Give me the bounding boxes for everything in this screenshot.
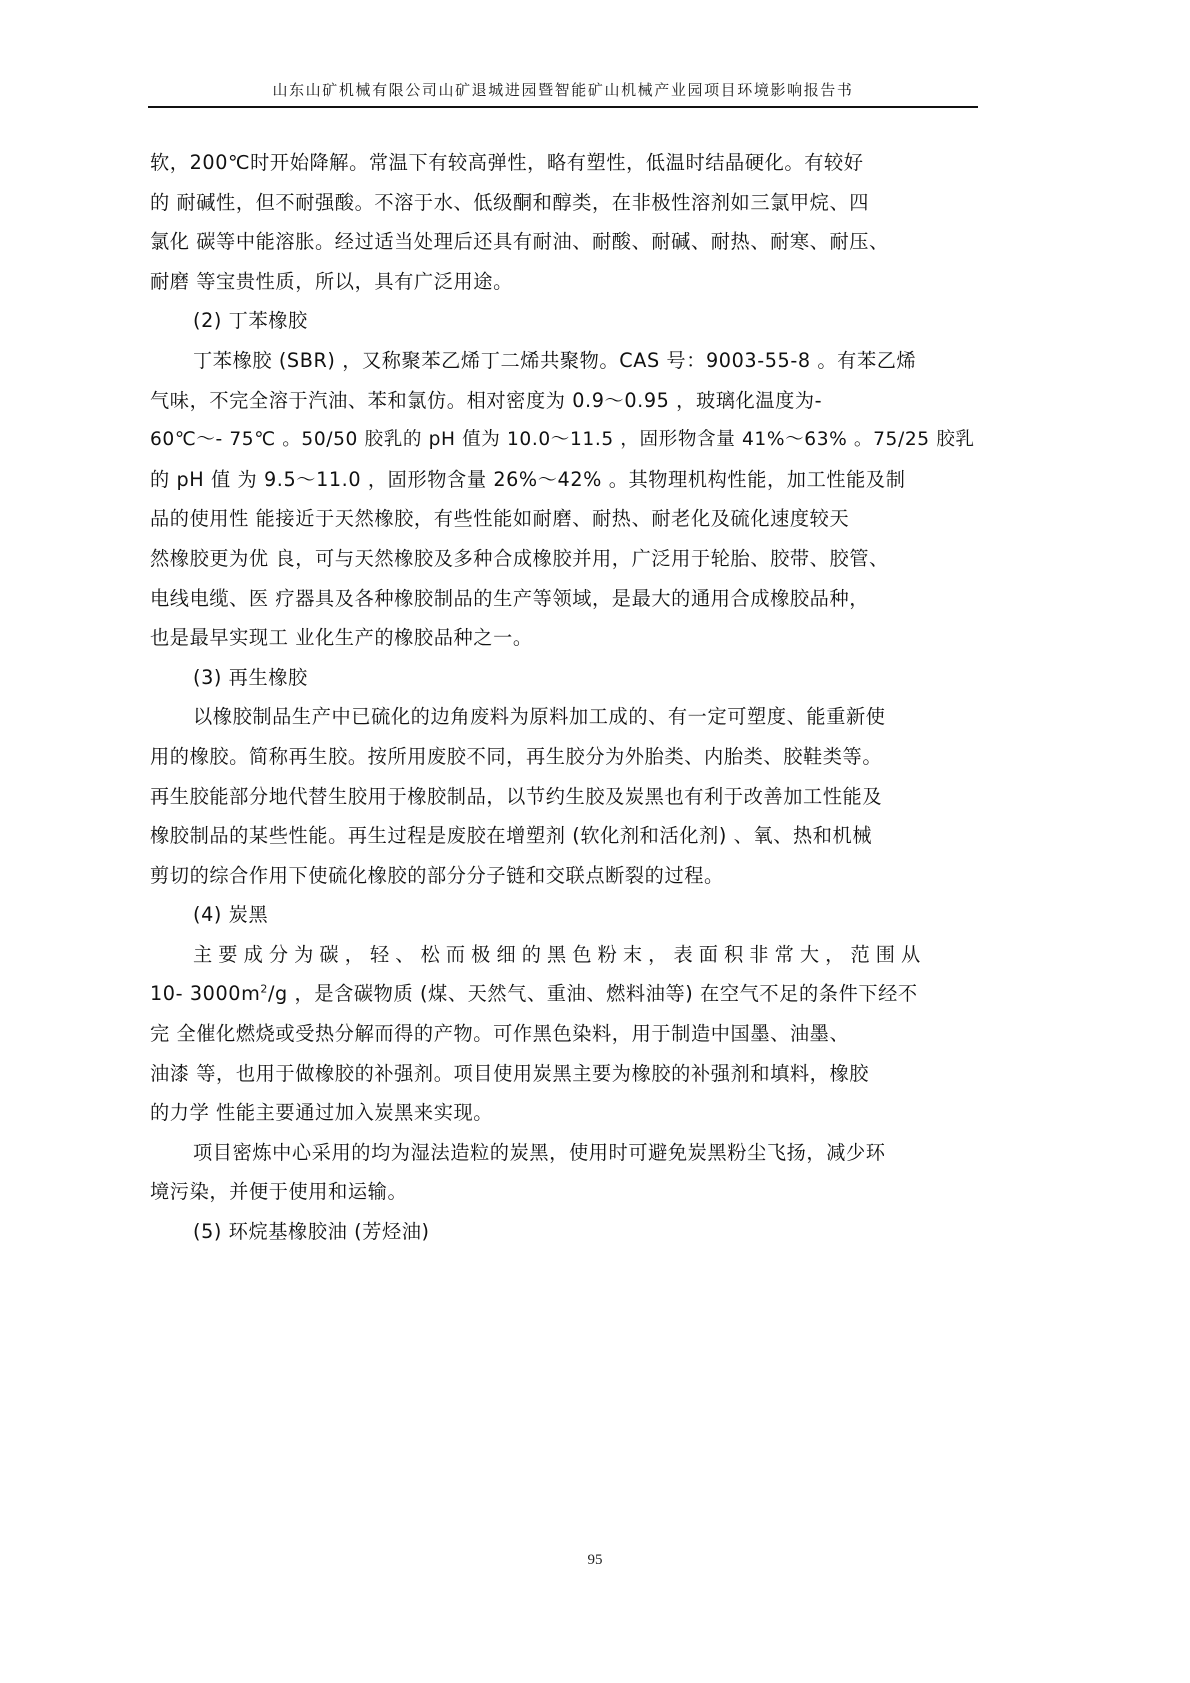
text-line: 油漆 等，也用于做橡胶的补强剂。项目使用炭黑主要为橡胶的补强剂和填料，橡胶	[150, 1061, 870, 1085]
text-line: 项目密炼中心采用的均为湿法造粒的炭黑，使用时可避免炭黑粉尘飞扬，减少环	[193, 1140, 886, 1164]
text-line: 的 pH 值 为 9.5～11.0 ，固形物含量 26%～42% 。其物理机构性能，加工性能及制	[150, 467, 906, 491]
text-line: 品的使用性 能接近于天然橡胶，有些性能如耐磨、耐热、耐老化及硫化速度较天	[150, 507, 850, 531]
paragraph-butyl-continued	[150, 143, 982, 301]
section-heading-naphthenic-oil: (5) 环烷基橡胶油 (芳烃油)	[193, 1220, 430, 1244]
text-line: 然橡胶更为优 良，可与天然橡胶及多种合成橡胶并用，广泛用于轮胎、胶带、胶管、	[150, 546, 889, 570]
section-heading-sbr: (2) 丁苯橡胶	[193, 309, 308, 333]
text-line: 电线电缆、医 疗器具及各种橡胶制品的生产等领域，是最大的通用合成橡胶品种，	[150, 586, 870, 610]
document-header-title: 山东山矿机械有限公司山矿退城进园暨智能矿山机械产业园项目环境影响报告书	[272, 81, 854, 99]
paragraph-wet-granulation	[150, 1133, 982, 1212]
text-line: 软，200℃时开始降解。常温下有较高弹性，略有塑性，低温时结晶硬化。有较好	[150, 151, 864, 174]
text-line	[150, 974, 982, 1014]
paragraph-sbr	[150, 341, 982, 658]
header-divider	[148, 106, 978, 108]
text-line: 60℃～- 75℃ 。50/50 胶乳的 pH 值为 10.0～11.5 ，固形物含量 41%～63% 。75/25 胶乳	[150, 429, 975, 451]
text-line: 氯化 碳等中能溶胀。经过适当处理后还具有耐油、耐酸、耐碱、耐热、耐寒、耐压、	[150, 230, 889, 254]
paragraph-reclaimed-rubber	[150, 697, 982, 895]
text-line: 的 耐碱性，但不耐强酸。不溶于水、低级酮和醇类，在非极性溶剂如三氯甲烷、四	[150, 190, 870, 214]
document-body	[150, 143, 982, 1252]
text-line: 完 全催化燃烧或受热分解而得的产物。可作黑色染料，用于制造中国墨、油墨、	[150, 1022, 850, 1046]
text-line: 丁苯橡胶 (SBR) ，又称聚苯乙烯丁二烯共聚物。CAS 号：9003-55-8 。有苯乙烯	[193, 348, 917, 372]
text-line: 也是最早实现工 业化生产的橡胶品种之一。	[150, 626, 533, 650]
text-span: /g ，是含碳物质 (煤、天然气、重油、燃料油等) 在空气不足的条件下经不	[267, 982, 918, 1006]
text-line: 的力学 性能主要通过加入炭黑来实现。	[150, 1101, 494, 1125]
text-line: 用的橡胶。简称再生胶。按所用废胶不同，再生胶分为外胎类、内胎类、胶鞋类等。	[150, 744, 883, 768]
text-span: 10- 3000m	[150, 982, 261, 1006]
page-number: 95	[587, 1552, 603, 1568]
section-heading-carbon-black: (4) 炭黑	[193, 903, 269, 927]
text-line: 橡胶制品的某些性能。再生过程是废胶在增塑剂 (软化剂和活化剂) 、氧、热和机械	[150, 824, 873, 848]
text-line: 气味，不完全溶于汽油、苯和氯仿。相对密度为 0.9～0.95 ，玻璃化温度为-	[150, 388, 823, 412]
text-line: 耐磨 等宝贵性质，所以，具有广泛用途。	[150, 269, 513, 293]
text-line: 再生胶能部分地代替生胶用于橡胶制品，以节约生胶及炭黑也有利于改善加工性能及	[150, 784, 883, 808]
text-line: 主 要 成 分 为 碳 ， 轻 、 松 而 极 细 的 黑 色 粉 末 ， 表 面 积 非 常 大 ， 范 围 从	[193, 942, 921, 966]
text-line: 境污染，并便于使用和运输。	[150, 1180, 408, 1204]
text-line: 剪切的综合作用下使硫化橡胶的部分分子链和交联点断裂的过程。	[150, 863, 724, 887]
paragraph-carbon-black	[150, 935, 982, 1133]
superscript: 2	[260, 983, 268, 997]
text-line: 以橡胶制品生产中已硫化的边角废料为原料加工成的、有一定可塑度、能重新使	[193, 705, 886, 729]
section-heading-reclaimed-rubber: (3) 再生橡胶	[193, 665, 308, 689]
